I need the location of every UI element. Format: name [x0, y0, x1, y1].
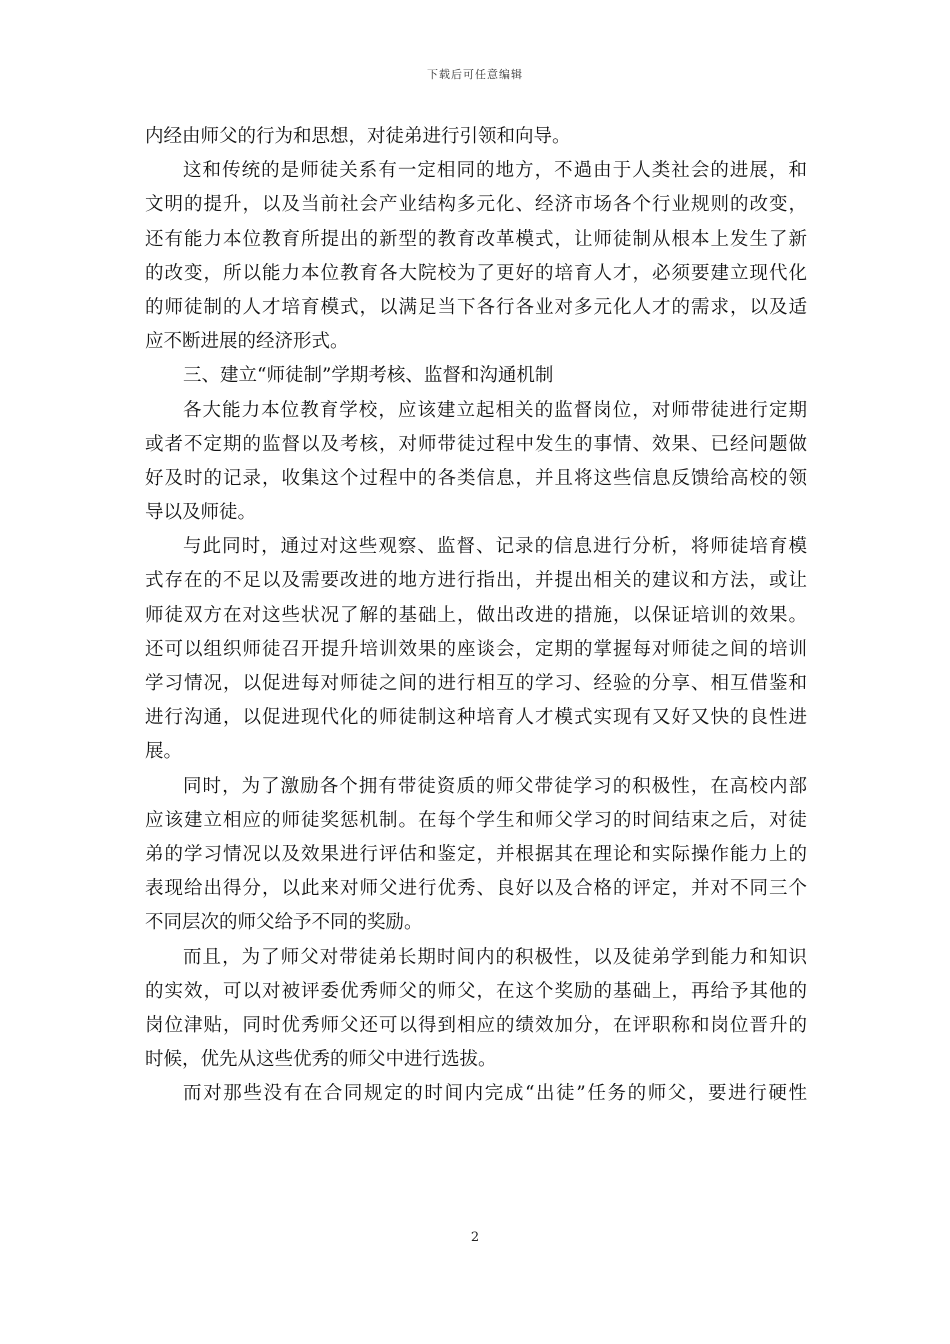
text-line: 同时，为了激励各个拥有带徒资质的师父带徒学习的积极性，在高校内部	[183, 775, 807, 797]
page-header: 下载后可任意编辑	[427, 68, 523, 81]
text-line: 这和传统的是师徒关系有一定相同的地方，不過由于人类社会的进展，和	[183, 160, 807, 182]
text-line: 导以及师徒。	[145, 502, 257, 524]
text-line: 时候，优先从这些优秀的师父中进行选拔。	[145, 1049, 497, 1071]
text-line: 应该建立相应的师徒奖惩机制。在每个学生和师父学习的时间结束之后，对徒	[145, 809, 807, 831]
text-line: 好及时的记录，收集这个过程中的各类信息，并且将这些信息反馈给高校的领	[145, 467, 807, 489]
text-line: 岗位津贴，同时优秀师父还可以得到相应的绩效加分，在评职称和岗位晋升的	[145, 1014, 807, 1036]
text-line: 表现给出得分，以此来对师父进行优秀、良好以及合格的评定，并对不同三个	[145, 878, 807, 900]
text-line: 师徒双方在对这些状况了解的基础上，做出改进的措施，以保证培训的效果。	[145, 604, 807, 626]
text-line: 进行沟通，以促进现代化的师徒制这种培育人才模式实现有又好又快的良性进	[145, 707, 807, 729]
text-line: 的实效，可以对被评委优秀师父的师父，在这个奖励的基础上，再给予其他的	[145, 980, 807, 1002]
document-body	[145, 120, 807, 1111]
text-line: 文明的提升，以及当前社会产业结构多元化、经济市场各个行业规则的改变，	[145, 194, 807, 216]
text-line: 弟的学习情况以及效果进行评估和鉴定，并根据其在理论和实际操作能力上的	[145, 843, 807, 865]
text-line: 学习情况，以促进每对师徒之间的进行相互的学习、经验的分享、相互借鉴和	[145, 673, 807, 694]
text-line: 而且，为了师父对带徒弟长期时间内的积极性，以及徒弟学到能力和知识	[183, 946, 807, 968]
page-number: 2	[470, 1230, 480, 1245]
text-line: 各大能力本位教育学校，应该建立起相关的监督岗位，对师带徒进行定期	[183, 399, 807, 421]
text-line: 与此同时，通过对这些观察、监督、记录的信息进行分析，将师徒培育模	[183, 536, 807, 558]
text-line: 而对那些没有在合同规定的时间内完成“出徒”任务的师父，要进行硬性	[183, 1083, 807, 1105]
text-line: 的师徒制的人才培育模式，以满足当下各行各业对多元化人才的需求，以及适	[145, 296, 807, 318]
text-line: 展。	[145, 741, 183, 763]
text-line: 还可以组织师徒召开提升培训效果的座谈会，定期的掌握每对师徒之间的培训	[145, 638, 807, 660]
text-line: 的改变，所以能力本位教育各大院校为了更好的培育人才，必须要建立现代化	[145, 262, 807, 284]
text-line: 式存在的不足以及需要改进的地方进行指出，并提出相关的建议和方法，或让	[145, 570, 807, 592]
text-line: 三、建立“师徒制”学期考核、监督和沟通机制	[183, 365, 554, 387]
text-line: 不同层次的师父给予不同的奖励。	[145, 912, 423, 934]
text-line: 应不断进展的经济形式。	[145, 331, 349, 353]
text-line: 还有能力本位教育所提出的新型的教育改革模式，让师徒制从根本上发生了新	[145, 228, 807, 250]
text-line: 或者不定期的监督以及考核，对师带徒过程中发生的事情、效果、已经问题做	[145, 433, 807, 455]
text-line: 内经由师父的行为和思想，对徒弟进行引领和向导。	[145, 126, 571, 147]
